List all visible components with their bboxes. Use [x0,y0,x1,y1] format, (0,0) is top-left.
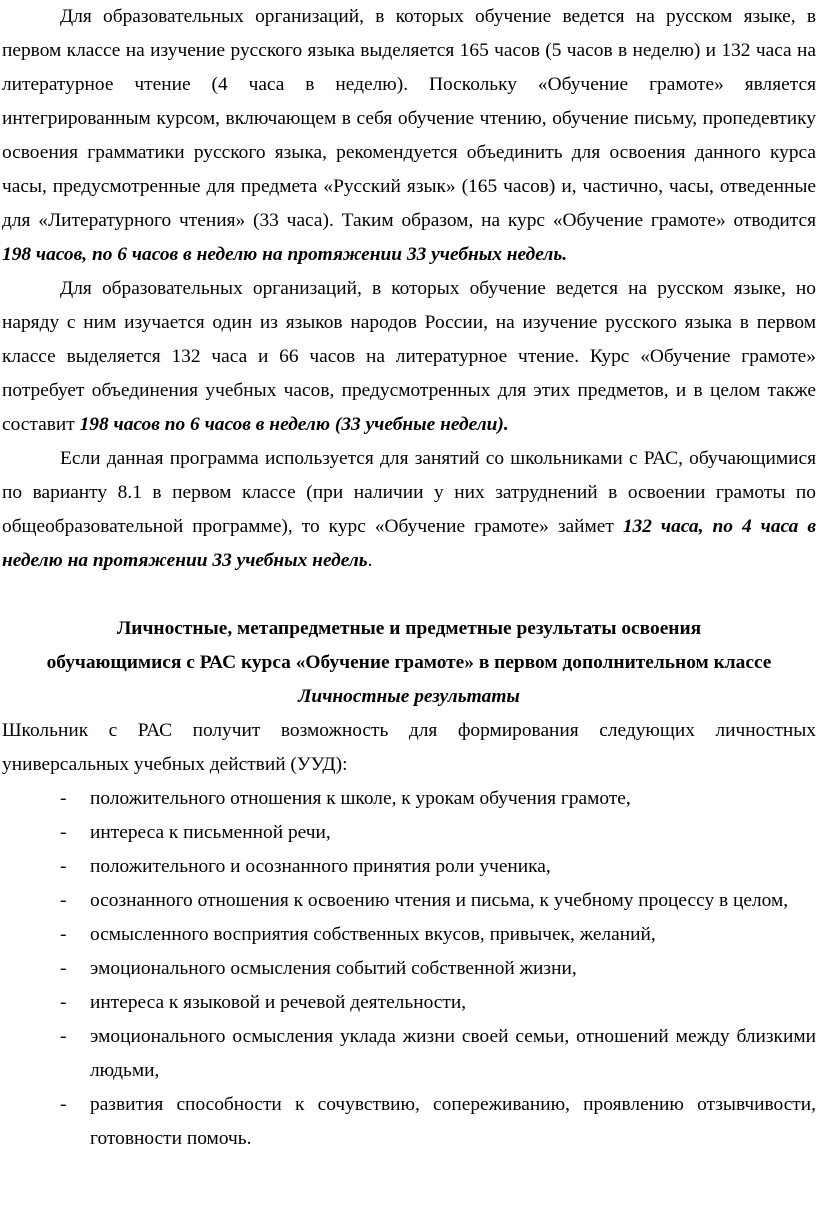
list-item [2,952,816,986]
list-item-text: интереса к языковой и речевой деятельности, [90,992,467,1013]
paragraph-hours-national-languages [2,272,816,442]
list-item [2,850,816,884]
paragraph-text: Если данная программа используется для занятий со школьниками с РАС, обучающимися по варианту 8.1 в первом классе (при наличии у них затруднений в освоении грамоты по общеобразовательной программе), то курс «Обучение грамоте» займет [2,448,816,537]
section-heading-line-2: обучающимися с РАС курса «Обучение грамоте» в первом дополнительном классе [46,652,772,673]
personal-results-list [2,782,816,1156]
list-item-text: положительного и осознанного принятия роли ученика, [90,856,551,877]
list-item [2,816,816,850]
list-item [2,986,816,1020]
list-item [2,1020,816,1088]
list-item [2,884,816,918]
list-bullet: - [60,1026,67,1047]
paragraph-hours-russian-schools [2,0,816,272]
list-item-text: развития способности к сочувствию, сопереживанию, проявлению отзывчивости, готовности помочь. [90,1094,816,1149]
list-item-text: интереса к письменной речи, [90,822,331,843]
list-item-text: осмысленного восприятия собственных вкусов, привычек, желаний, [90,924,656,945]
list-bullet: - [60,924,67,945]
section-heading-line-1: Личностные, метапредметные и предметные результаты освоения [116,618,702,639]
paragraph-emphasis: 198 часов по 6 часов в неделю (33 учебные недели). [79,414,509,435]
list-bullet: - [60,992,67,1013]
list-item [2,1088,816,1156]
paragraph-emphasis: 198 часов, по 6 часов в неделю на протяжении 33 учебных недель. [2,244,568,265]
list-item-text: осознанного отношения к освоению чтения и письма, к учебному процессу в целом, [90,890,789,911]
list-item-text: эмоционального осмысления уклада жизни своей семьи, отношений между близкими людьми, [90,1026,816,1081]
list-bullet: - [60,1094,67,1115]
list-bullet: - [60,890,67,911]
list-bullet: - [60,788,67,809]
list-item [2,782,816,816]
paragraph-tail: . [367,550,373,571]
list-bullet: - [60,958,67,979]
paragraph-emphasis: 132 часа, по 4 часа в неделю на протяжении 33 учебных недель [2,516,816,571]
paragraph-text: Для образовательных организаций, в которых обучение ведется на русском языке, в первом классе на изучение русского языка выделяется 165 часов (5 часов в неделю) и 132 часа на литературное чтение (4 часа в неделю). Поскольку «Обучение грамоте» является интегрированным курсом, включающем в себя обучение чтению, обучение письму, пропедевтику освоения грамматики русского языка, рекомендуется объединить для освоения данного курса часы, предусмотренные для предмета «Русский язык» (165 часов) и, частично, часы, отведенные для «Литературного чтения» (33 часа). Таким образом, на курс «Обучение грамоте» отводится [2,6,816,231]
list-item-text: эмоционального осмысления событий собственной жизни, [90,958,577,979]
section-spacer [2,578,816,612]
paragraph-hours-ras-students [2,442,816,578]
list-item [2,918,816,952]
list-item-text: положительного отношения к школе, к урокам обучения грамоте, [90,788,631,809]
list-bullet: - [60,856,67,877]
list-bullet: - [60,822,67,843]
intro-paragraph: Школьник с РАС получит возможность для формирования следующих личностных универсальных учебных действий (УУД): [2,720,816,775]
subsection-heading: Личностные результаты [298,686,520,707]
paragraph-text: Для образовательных организаций, в которых обучение ведется на русском языке, но наряду с ним изучается один из языков народов России, на изучение русского языка в первом классе выделяется 132 часа и 66 часов на литературное чтение. Курс «Обучение грамоте» потребует объединения учебных часов, предусмотренных для этих предметов, и в целом также составит [2,278,816,435]
